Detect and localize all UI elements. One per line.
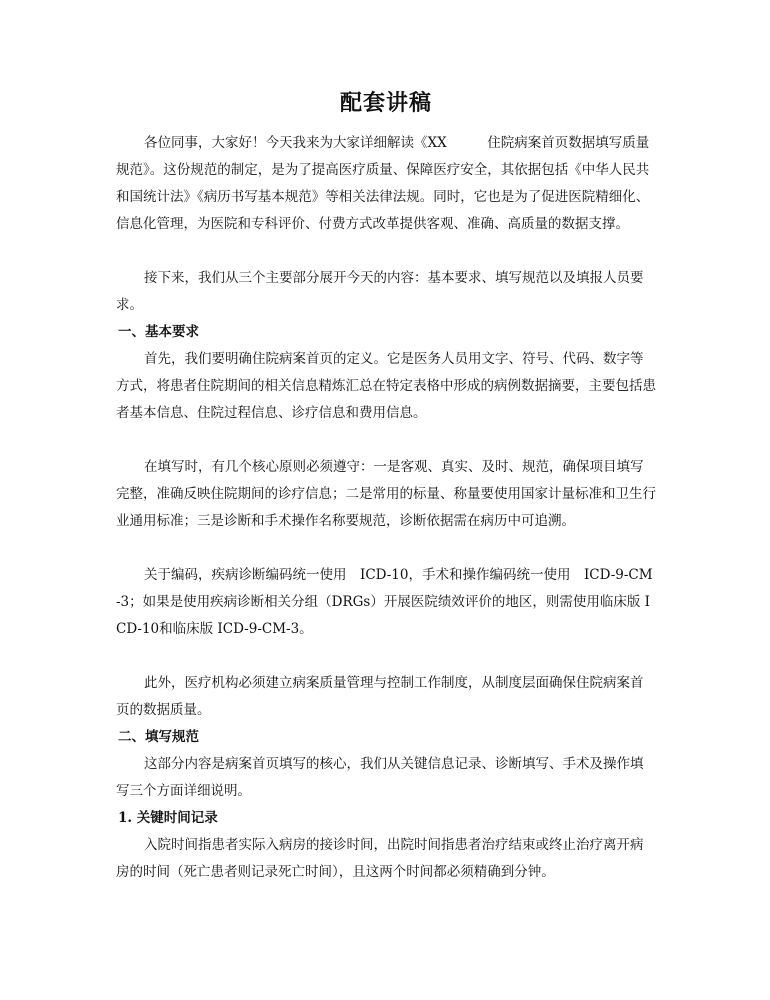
paragraph-intro: 各位同事，大家好！今天我来为大家详细解读《XX 住院病案首页数据填写质量规范》。这份规范的制定，是为了提高医疗质量、保障医疗安全，其依据包括《中华人民共和国统计法》《病历书写基本规范》等相关法律法规。同时，它也是为了促进医院精细化、信息化管理，为医院和专科评价、付费方式改革提供客观、准确、高质量的数据支撑。: [116, 135, 650, 232]
paragraph-quality-control: 此外，医疗机构必须建立病案质量管理与控制工作制度，从制度层面确保住院病案首页的数据质量。: [116, 675, 644, 718]
paragraph-definition: 首先，我们要明确住院病案首页的定义。它是医务人员用文字、符号、代码、数字等方式，将患者住院期间的相关信息精炼汇总在特定表格中形成的病例数据摘要，主要包括患者基本信息、住院过程信息、诊疗信息和费用信息。: [116, 351, 656, 421]
document-title: 配套讲稿: [339, 90, 432, 116]
paragraph-outline: 接下来，我们从三个主要部分展开今天的内容：基本要求、填写规范以及填报人员要求。: [116, 270, 644, 313]
paragraph-filling-overview: 这部分内容是病案首页填写的核心，我们从关键信息记录、诊断填写、手术及操作填写三个方面详细说明。: [116, 756, 644, 799]
paragraph-gap: [116, 427, 656, 454]
subsection-heading-key-time: 1. 关键时间记录: [118, 810, 218, 826]
paragraph-gap: [116, 238, 656, 265]
paragraph-gap: [116, 535, 656, 562]
section-heading-basic-requirements: 一、基本要求: [118, 324, 199, 340]
document-page: [116, 86, 656, 886]
section-heading-filling-standards: 二、填写规范: [118, 729, 199, 745]
paragraph-gap: [116, 643, 656, 670]
paragraph-coding: 关于编码，疾病诊断编码统一使用 ICD-10，手术和操作编码统一使用 ICD-9-CM-3；如果是使用疾病诊断相关分组（DRGs）开展医院绩效评价的地区，则需使用临床版 ICD-10和临床版 ICD-9-CM-3。: [116, 567, 653, 637]
paragraph-key-time: 入院时间指患者实际入病房的接诊时间，出院时间指患者治疗结束或终止治疗离开病房的时间（死亡患者则记录死亡时间），且这两个时间都必须精确到分钟。: [116, 837, 644, 880]
paragraph-principles: 在填写时，有几个核心原则必须遵守：一是客观、真实、及时、规范，确保项目填写完整，准确反映住院期间的诊疗信息；二是常用的标量、称量要使用国家计量标准和卫生行业通用标准；三是诊断和手术操作名称要规范，诊断依据需在病历中可追溯。: [116, 459, 656, 529]
